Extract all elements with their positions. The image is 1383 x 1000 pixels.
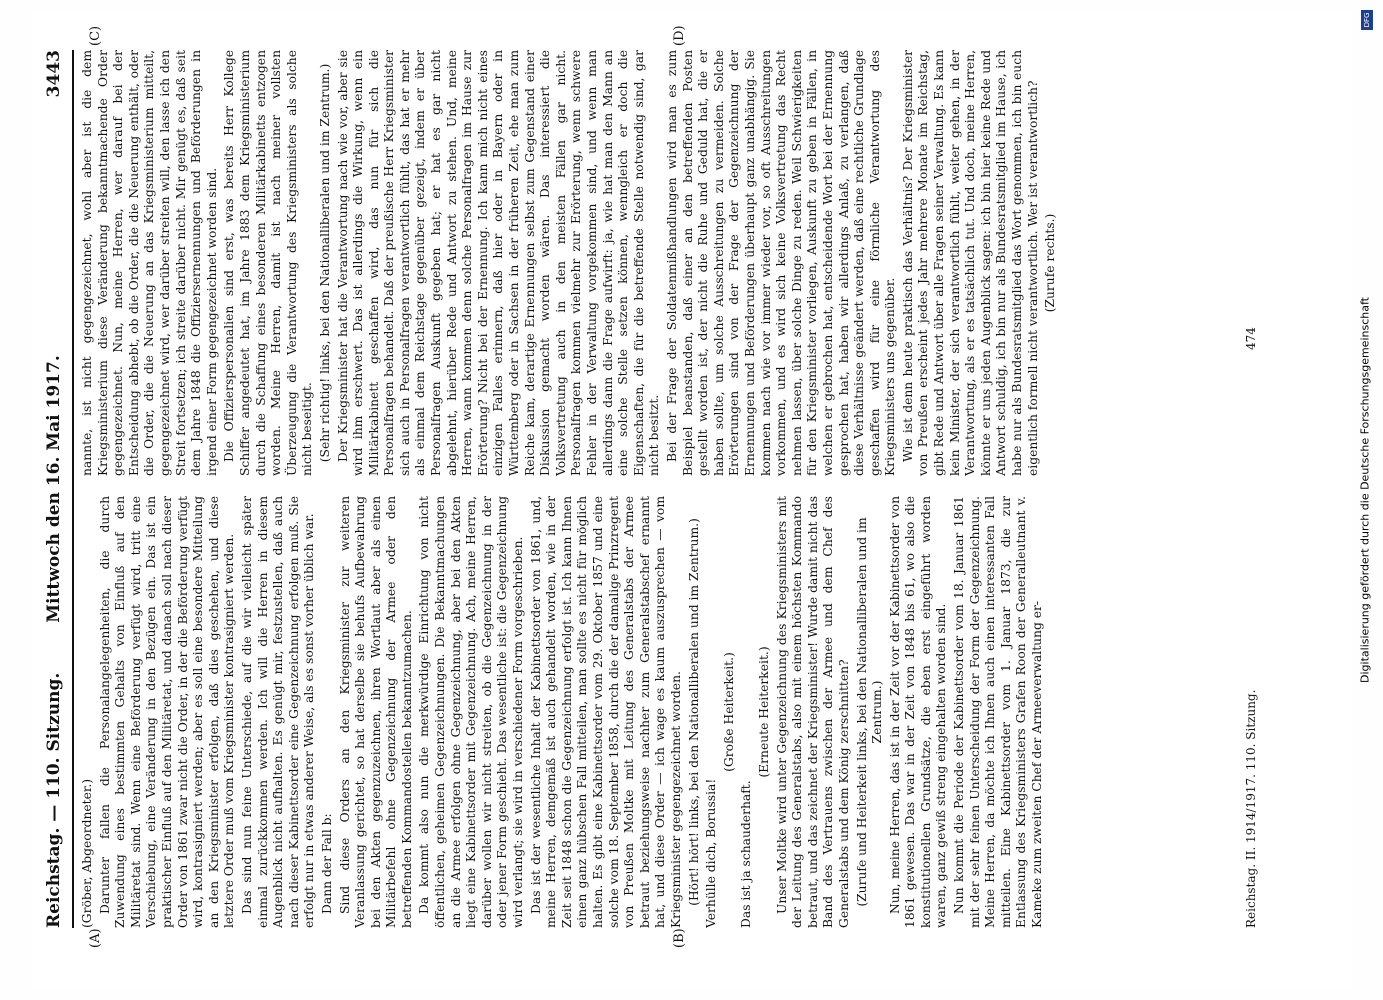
header-rule — [72, 50, 74, 928]
paragraph: Nun, meine Herren, das ist in der Zeit vor der Kabinettsorder von 1861 gewesen. Das war in der Zeit von 1848 bis 61, wo also die konstitutionellen Grundsätze, die eben erst eingeführt worden waren, ganz gewiß streng eingehalten worden sind. — [887, 496, 948, 928]
header-page-number: 3443 — [43, 50, 64, 98]
paragraph: Das sind nun feine Unterschiede, auf die wir vielleicht später einmal zurückkommen werden. Ich will die Herren in diesem Augenblick nicht aufhalten. Es genügt mir, festzustellen, daß auch nach dieser Kabinettsorder eine Gegenzeichnung erfolgen muß. Sie erfolgt nur in etwas anderer Weise, als es sonst vorher üblich war. — [239, 496, 316, 928]
paragraph: Bei der Frage der Soldatenmißhandlungen wird man es zum Beispiel beanstanden, daß einer an den betreffenden Posten gestellt worden ist, der nicht die Ruhe und Geduld hat, die er haben sollte, um solche Ausschreitungen zu vermeiden. Solche Erörterungen sind von der Frage der Gegenzeichnung der Ernennungen und Beförderungen überhaupt ganz unabhängig. Sie kommen nach wie vor immer wieder vor, so oft Ausschreitungen vorkommen, und es wird sich keine Volksvertretung das Recht nehmen lassen, über solche Dinge zu reden. Weil Schwierigkeiten für den Kriegsminister vorliegen, Auskunft zu geben in Fällen, in welchen er gebrochen hat, entscheidende Wort bei der Ernennung gesprochen hat, haben wir allerdings Anlaß, zu verlangen, daß diese Verhältnisse geändert werden, daß eine rechtliche Grundlage geschaffen wird für eine förmliche Verantwortung des Kriegsministers uns gegenüber. — [664, 50, 897, 476]
paragraph: Das ist der wesentliche Inhalt der Kabinettsorder von 1861, und, meine Herren, demgemäß ist auch gehandelt worden, wie in der Zeit seit 1848 schon die Gegenzeichnung erfolgt ist. Ich kann Ihnen einen ganz hübschen Fall mitteilen, man sollte es nicht für möglich halten. Es gibt eine Kabinettsorder vom 29. Oktober 1857 und eine solche vom 18. September 1858, durch die der damalige Prinzregent von Preußen Moltke mit Leitung des Generalstabs der Armee betraut beziehungsweise nachher zum Generalstabschef ernannt hat, und diese Order — ich wage es kaum auszusprechen — vom Kriegsminister gegengezeichnet worden. — [528, 496, 683, 928]
quoted-paragraph: Sind diese Orders an den Kriegsminister zur weiteren Veranlassung gerichtet, so hat derselbe sie behufs Aufbewahrung bei den Akten gegenzuzeichnen, ihren Wortlaut aber als einen Militärbefehl ohne Gegenzeichnung der Armee oder den betreffenden Kommandostellen bekanntzumachen. — [337, 496, 414, 928]
margin-marker-d: (D) — [671, 25, 687, 46]
paragraph: Die Offizierspersonalien sind erst, was bereits Herr Kollege Schiffer angedeutet hat, im Jahre 1883 dem Kriegsministerium durch die Schaffung eines besonderen Militärkabinetts entzogen worden. Meine Herren, damit ist nach meiner vollsten Überzeugung die Verantwortung des Kriegsministers als solche nicht beseitigt. — [221, 50, 314, 476]
left-text-column — [80, 496, 1238, 928]
paragraph: Verhülle dich, Borussia! — [703, 778, 718, 928]
digitization-credit — [1356, 10, 1374, 970]
page-footer: Reichstag. II. 1914/1917. 110. Sitzung. — [1243, 689, 1258, 928]
paragraph: Das ist ja schauderhaft. — [738, 780, 753, 928]
paragraph: Dann der Fall b: — [319, 813, 334, 914]
interjection: (Zurufe und Heiterkeit links, bei den Nationalliberalen und im Zentrum.) — [854, 517, 884, 907]
dfg-logo: DFG — [1361, 10, 1373, 30]
paragraph: Nun kommt die Periode der Kabinettsorder vom 18. Januar 1861 mit der sehr feinen Unterscheidung der Form der Gegenzeichnung. Meine Herren, da möchte ich Ihnen auch einen interessanten Fall mitteilen. Eine Kabinettsorder vom 1. Januar 1873, die zur Entlassung des Kriegsministers Grafen Roon der Generalleutnant v. Kameke zum zweiten Chef der Armeeverwaltung er- — [951, 496, 1044, 928]
digitization-credit-text: Digitalisierung gefördert durch die Deutsche Forschungsgemeinschaft — [1358, 297, 1372, 683]
margin-marker-b: (B) — [671, 928, 687, 948]
interjection: (Zurufe rechts.) — [1042, 213, 1057, 313]
paragraph: Unser Moltke wird unter Gegenzeichnung des Kriegsministers mit der Leitung des Generalstabs, also mit einem höchsten Kommando betraut, und das zeichnet der Kriegsminister! Wurde damit nicht das Band des Vertrauens zwischen der Armee und dem Chef des Generalstabs und dem König zerschnitten? — [774, 496, 851, 928]
paragraph: nannte, ist nicht gegengezeichnet, wohl aber ist die dem Kriegsministerium diese Veränderung bekanntmachende Order gegengezeichnet. Nun, meine Herren, wer darauf bei der Entscheidung abhebt, ob die Order, die die Neuerung enthält, oder die Order, die die Neuerung an das Kriegsministerium mitteilt, gegengezeichnet wird, wer darüber streiten will, den lasse ich den Streit fortsetzen; ich streite darüber nicht. Mir genügt es, daß seit dem Jahre 1848 die Offiziersernennungen und Beförderungen in irgend einer Form gegengezeichnet worden sind. — [79, 50, 219, 476]
paragraph: Wie ist denn heute praktisch das Verhältnis? Der Kriegsminister von Preußen erscheint jedes Jahr mehrere Monate im Reichstag, gibt Rede und Antwort über alle Fragen seiner Verwaltung. Es kann kein Minister, der sich verantwortlich fühlt, weiter gehen, in der Verantwortung, als er es tatsächlich tut. Und doch, meine Herren, könnte er uns jeden Augenblick sagen: ich bin hier keine Rede und Antwort schuldig, ich bin nur als Bundesratsmitglied im Hause, ich habe nur als Bundesratsmitglied das Wort genommen, ich bin euch eigentlich formell nicht verantwortlich. Wer ist verantwortlich? — [900, 50, 1040, 476]
speaker-line: (Gröber, Abgeordneter.) — [79, 778, 94, 928]
folio-number: 474 — [1243, 327, 1258, 350]
header-session: Reichstag. — 110. Sitzung. — [43, 672, 64, 928]
margin-marker-a: (A) — [87, 928, 103, 948]
interjection: (Erneute Heiterkeit.) — [756, 646, 771, 778]
rotated-page — [32, 10, 1352, 990]
margin-marker-c: (C) — [87, 25, 103, 46]
interjection: (Hört! hört! links, bei den Nationalliberalen und im Zentrum.) — [686, 518, 701, 906]
paragraph: Da kommt also nun die merkwürdige Einrichtung von nicht öffentlichen, geheimen Gegenzeichnungen. Die Bekanntmachungen an die Armee erfolgen ohne Gegenzeichnung, aber bei den Akten liegt eine Kabinettsorder mit Gegenzeichnung. Ach, meine Herren, darüber wollen wir nicht streiten, ob die Gegenzeichnung in der oder jener Form geschieht. Das wesentliche ist: die Gegenzeichnung wird verlangt; sie wird in verschiedener Form vorgeschrieben. — [416, 496, 525, 928]
header-date: Mittwoch den 16. Mai 1917. — [43, 355, 64, 623]
paragraph: Darunter fallen die Personalangelegenheiten, die durch Zuwendung eines bestimmten Gehalts von Einfluß auf den Militäretat sind. Wenn eine Beförderung verfügt wird, tritt eine Verschiebung, eine Veränderung in den Bezügen ein. Das ist ein praktischer Einfluß auf den Militäretat, und danach soll nach dieser Order von 1861 zwar nicht die Order, in der die Beförderung verfügt wird, kontrasigniert werden; aber es soll eine besondere Mitteilung an den Kriegsminister erfolgen, daß dies geschehen, und diese letztere Order muß vom Kriegsminister kontrasigniert werden. — [97, 496, 236, 928]
right-text-column — [80, 50, 1238, 476]
interjection: (Große Heiterkeit.) — [721, 652, 736, 772]
paragraph: Der Kriegsminister hat die Verantwortung nach wie vor, aber sie wird ihm erschwert. Das ist allerdings die Wirkung, wenn ein Militärkabinett geschaffen wird, das nun für sich die Personalfragen behandelt. Daß der preußische Herr Kriegsminister sich auch in Personalfragen verantwortlich fühlt, das hat er mehr als einmal dem Reichstage gegenüber gezeigt, indem er über Personalfragen Auskunft gegeben hat; er hat es gar nicht abgelehnt, hierüber Rede und Antwort zu stehen. Und, meine Herren, wann kommen denn solche Personalfragen im Hause zur Erörterung? Nicht bei der Ernennung. Ich kann mich nicht eines einzigen Falles erinnern, daß hier oder in Bayern oder in Württemberg oder in Sachsen in der früheren Zeit, ehe man zum Reiche kam, derartige Ernennungen selbst zum Gegenstand einer Diskussion gemacht worden wären. Das interessiert die Volksvertretung auch in den meisten Fällen gar nicht. Personalfragen kommen vielmehr zur Erörterung, wenn schwere Fehler in der Verwaltung vorgekommen sind, und wenn man allerdings dann die Frage aufwirft: ja, wie hat man den Mann an eine solche Stelle setzen können, wenngleich er doch die Eigenschaften, die für die betreffende Stelle notwendig sind, gar nicht besitzt. — [335, 50, 661, 476]
interjection: (Sehr richtig! links, bei den Nationalliberalen und im Zentrum.) — [317, 63, 332, 463]
